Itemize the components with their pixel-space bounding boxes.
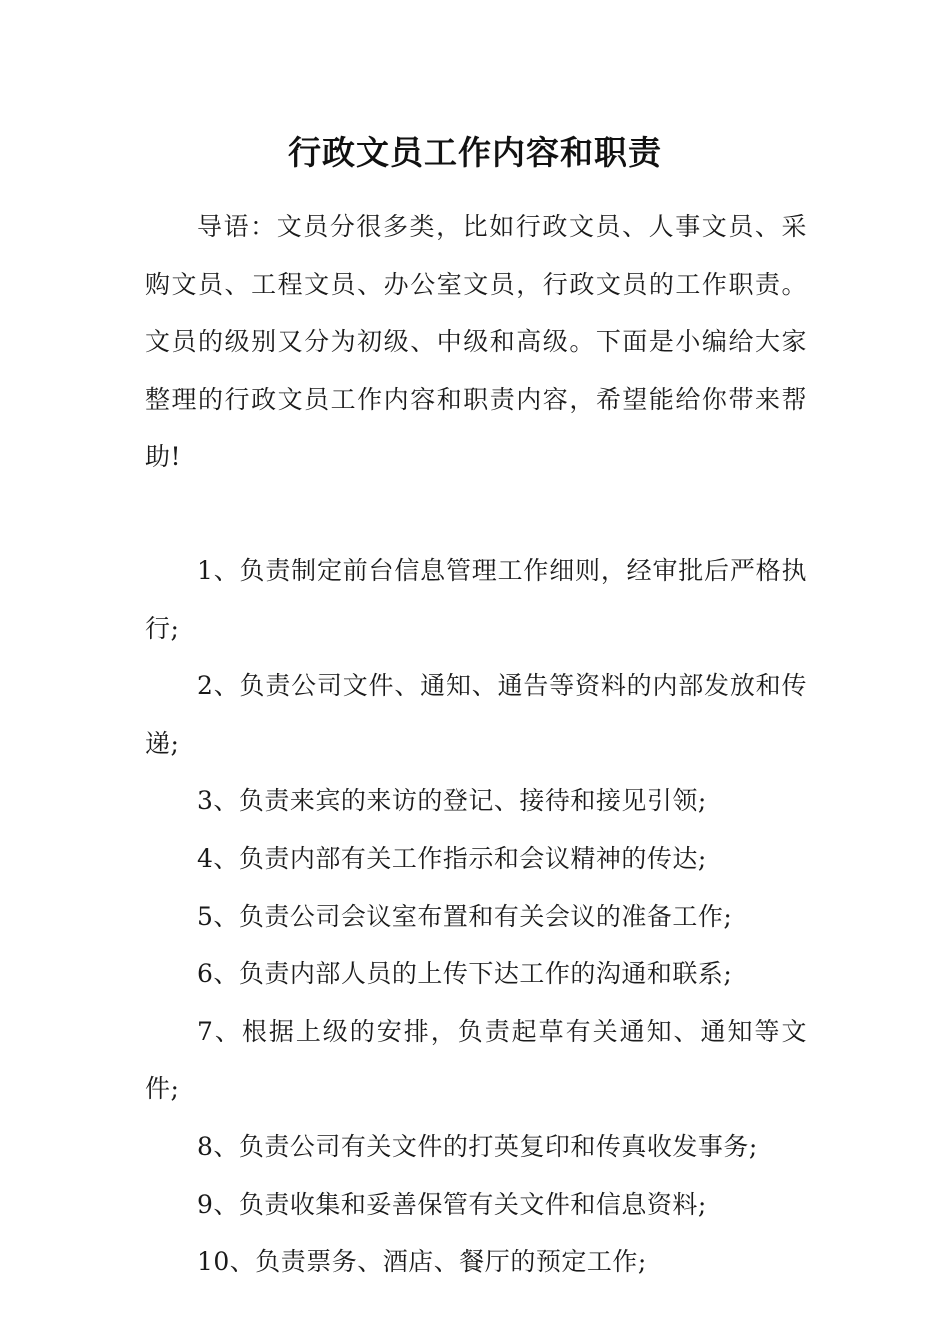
duty-item-2: 2、负责公司文件、通知、通告等资料的内部发放和传递;: [145, 671, 807, 758]
duty-item-1: 1、负责制定前台信息管理工作细则，经审批后严格执行;: [145, 556, 807, 643]
duty-item-3: 3、负责来宾的来访的登记、接待和接见引领;: [197, 786, 707, 816]
duty-item-10: 10、负责票务、酒店、餐厅的预定工作;: [197, 1247, 647, 1277]
intro-paragraph: 导语：文员分很多类，比如行政文员、人事文员、采购文员、工程文员、办公室文员，行政文员的工作职责。文员的级别又分为初级、中级和高级。下面是小编给大家整理的行政文员工作内容和职责内容，希望能给你带来帮助!: [145, 212, 807, 472]
duty-list: [145, 542, 807, 1291]
duty-item-6: 6、负责内部人员的上传下达工作的沟通和联系;: [197, 959, 733, 989]
duty-item-5: 5、负责公司会议室布置和有关会议的准备工作;: [197, 901, 733, 931]
duty-item-9: 9、负责收集和妥善保管有关文件和信息资料;: [197, 1189, 707, 1219]
duty-item-7: 7、根据上级的安排，负责起草有关通知、通知等文件;: [145, 1016, 807, 1104]
document-title: 行政文员工作内容和职责: [288, 133, 662, 172]
duty-item-8: 8、负责公司有关文件的打英复印和传真收发事务;: [197, 1131, 758, 1161]
duty-item-4: 4、负责内部有关工作指示和会议精神的传达;: [197, 843, 707, 873]
